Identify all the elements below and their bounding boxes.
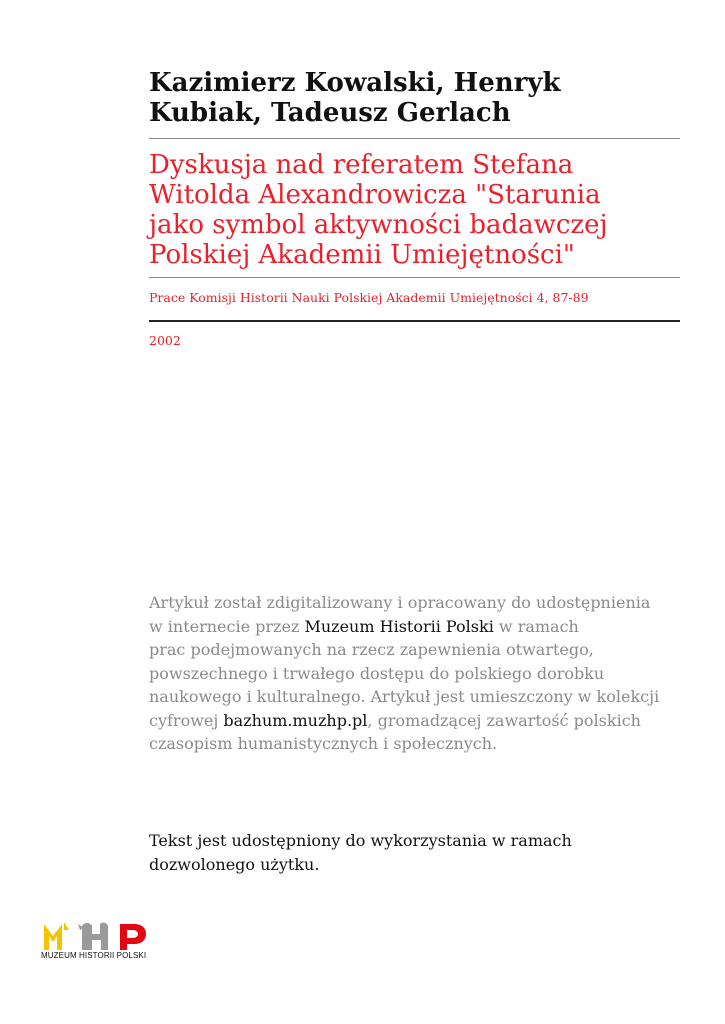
authors-heading [149, 68, 669, 128]
authors-line-2: Kubiak, Tadeusz Gerlach [149, 98, 511, 128]
notice-line-2-pre: w internecie przez [149, 616, 305, 636]
authors-line-1: Kazimierz Kowalski, Henryk [149, 68, 561, 98]
museum-name: Muzeum Historii Polski [304, 616, 494, 636]
notice-line-1: Artykuł został zdigitalizowany i opracowany do udostępnienia [149, 593, 651, 612]
museum-logo-icon [40, 918, 160, 952]
digitization-notice [149, 591, 679, 756]
title-line-4: Polskiej Akademii Umiejętności" [149, 240, 575, 270]
notice-line-6-post: , gromadzącej zawartość polskich [367, 710, 641, 730]
divider-middle [149, 277, 680, 278]
divider-top [149, 138, 680, 139]
journal-citation: Prace Komisji Historii Nauki Polskiej Akademii Umiejętności 4, 87-89 [149, 290, 589, 305]
title-line-1: Dyskusja nad referatem Stefana [149, 150, 574, 180]
usage-line-2: dozwolonego użytku. [149, 855, 320, 874]
publication-year: 2002 [149, 333, 181, 348]
title-line-3: jako symbol aktywności badawczej [149, 210, 608, 240]
divider-bottom [149, 320, 680, 322]
notice-line-2-post: w ramach [493, 616, 579, 636]
usage-notice [149, 829, 679, 877]
notice-line-7: czasopism humanistycznych i społecznych. [149, 734, 498, 753]
notice-line-6-pre: cyfrowej [149, 710, 224, 730]
collection-link[interactable]: bazhum.muzhp.pl [223, 710, 368, 730]
notice-line-3: prac podejmowanych na rzecz zapewnienia otwartego, [149, 640, 594, 659]
title-line-2: Witolda Alexandrowicza "Starunia [149, 180, 601, 210]
notice-line-5: naukowego i kulturalnego. Artykuł jest umieszczony w kolekcji [149, 687, 660, 706]
usage-line-1: Tekst jest udostępniony do wykorzystania w ramach [149, 831, 572, 850]
notice-line-4: powszechnego i trwałego dostępu do polskiego dorobku [149, 663, 605, 683]
article-title [149, 150, 679, 270]
museum-logo-caption: MUZEUM HISTORII POLSKI [41, 951, 147, 960]
